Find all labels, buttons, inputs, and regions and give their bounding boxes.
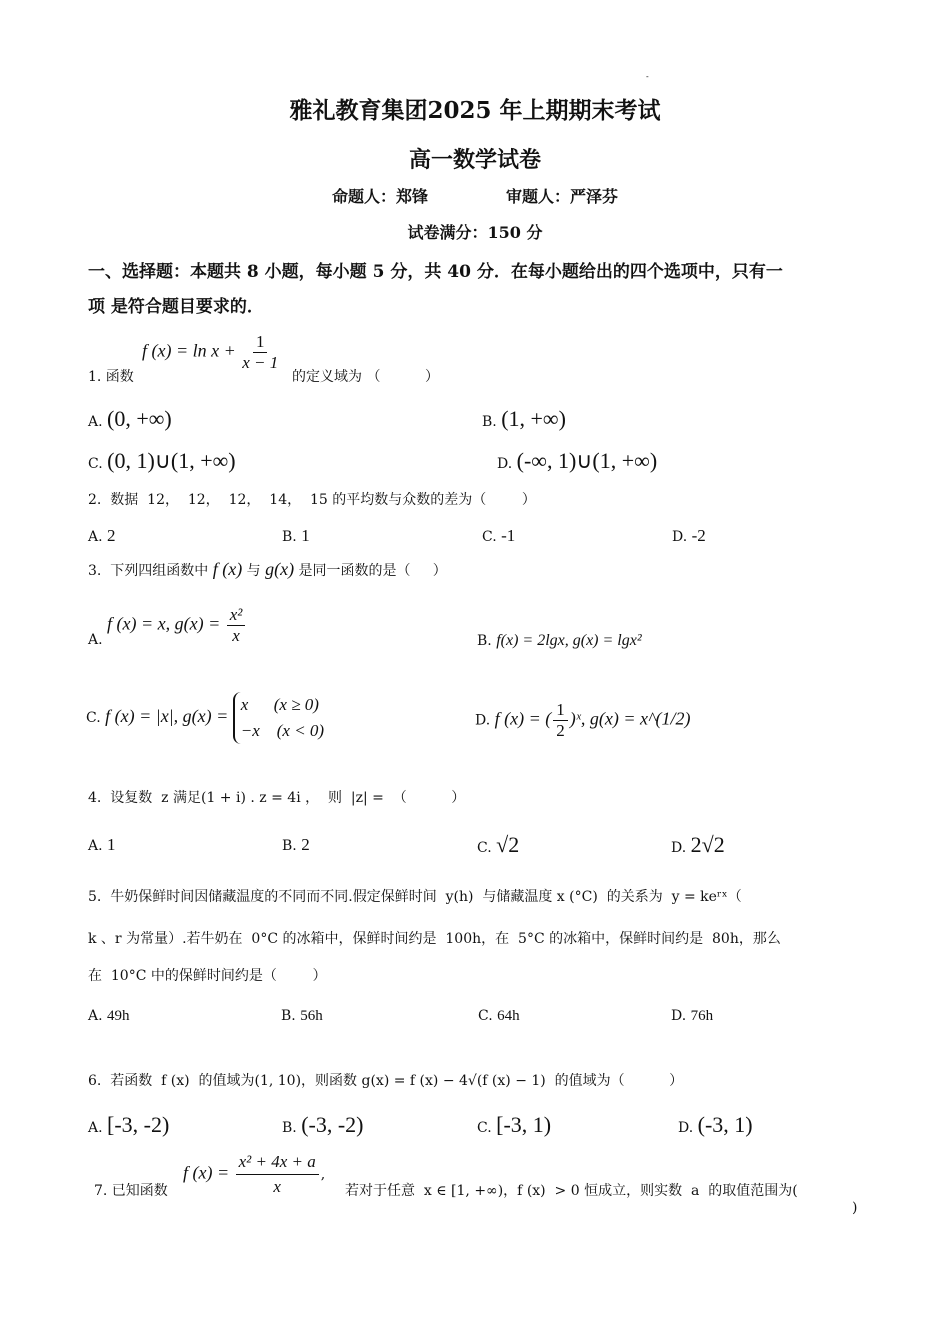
q3-text	[88, 559, 447, 580]
option-value: (0, 1)∪(1, +∞)	[107, 448, 236, 473]
option-value: 2	[107, 526, 116, 545]
q2-text: 2. 数据 12， 12， 12， 14， 15 的平均数与众数的差为（ ）	[88, 492, 536, 508]
option-value: √2	[496, 832, 520, 857]
option-label: C.	[477, 840, 492, 856]
piecewise-cases	[233, 692, 324, 744]
option-label: B.	[281, 1008, 296, 1024]
option-label: A.	[88, 414, 103, 430]
q3d-fraction	[553, 700, 568, 741]
q6-option-a	[88, 1112, 169, 1138]
frac-num: x² + 4x + a	[236, 1150, 319, 1175]
q3-g: g(x)	[265, 559, 295, 579]
option-label: C.	[86, 710, 101, 726]
q7-tail: 若对于任意 x ∈ [1, +∞)，f (x) > 0 恒成立，则实数 a 的取值范围为(	[345, 1183, 798, 1199]
section-heading-line2: 项 是符合题目要求的．	[88, 297, 264, 317]
q3a-fraction	[227, 605, 246, 646]
q1-option-a	[88, 406, 172, 432]
option-label: D.	[671, 840, 687, 856]
option-value: 1	[301, 526, 310, 545]
q7-formula-left: f (x) =	[183, 1162, 230, 1183]
option-value: (1, +∞)	[501, 406, 566, 431]
q6-text: 6. 若函数 f (x) 的值域为(1, 10)，则函数 g(x) = f (x) − 4√(f (x) − 1) 的值域为（ ）	[88, 1073, 684, 1089]
q5-option-c	[478, 1008, 520, 1025]
q3-option-a	[88, 605, 247, 646]
q7-close-paren: )	[852, 1200, 858, 1216]
option-label: B.	[482, 414, 497, 430]
q4-option-b	[282, 835, 310, 855]
option-label: C.	[477, 1120, 492, 1136]
option-label: D.	[497, 456, 513, 472]
option-label: A.	[88, 1120, 103, 1136]
q1-option-c	[88, 448, 236, 474]
q6-option-c	[477, 1112, 551, 1138]
section-heading-line1: 一、选择题：本题共 8 小题，每小题 5 分，共 40 分．在每小题给出的四个选项中，只有一	[88, 262, 783, 282]
option-value: (0, +∞)	[107, 406, 172, 431]
q2-option-b	[282, 526, 310, 546]
case-1: x (x ≥ 0)	[240, 695, 319, 714]
q5-option-d	[671, 1008, 713, 1025]
q7-fraction	[236, 1150, 319, 1199]
option-value: 56h	[300, 1008, 323, 1024]
q2-option-d	[672, 526, 706, 546]
option-label: C.	[88, 456, 103, 472]
option-label: B.	[282, 838, 297, 854]
q5-option-b	[281, 1008, 323, 1025]
option-value: f(x) = 2lgx, g(x) = lgx²	[496, 632, 642, 649]
option-label: B.	[282, 529, 297, 545]
option-label: C.	[478, 1008, 493, 1024]
q4-text: 4. 设复数 z 满足(1 + i) . z = 4i ， 则 |z| = （ ）	[88, 790, 466, 806]
option-value: (-3, 1)	[697, 1112, 753, 1137]
option-value: [-3, 1)	[496, 1112, 552, 1137]
q2-option-c	[482, 526, 515, 546]
q4-option-a	[88, 835, 116, 855]
option-value: (-∞, 1)∪(1, +∞)	[516, 448, 658, 473]
option-label: A.	[88, 529, 103, 545]
authors: 命题人：郑锋 审题人：严泽芬	[332, 187, 618, 206]
option-label: A.	[88, 838, 103, 854]
q5-line2: k 、r 为常量）.若牛奶在 0°C 的冰箱中，保鲜时间约是 100h，在 5°C 的冰箱中，保鲜时间约是 80h，那么	[88, 931, 781, 947]
q1-frac-num: 1	[253, 332, 268, 353]
option-label: A.	[88, 1008, 103, 1024]
full-score: 试卷满分：150 分	[407, 223, 543, 242]
q4-option-c	[477, 832, 519, 858]
frac-num: x²	[227, 605, 246, 626]
option-value: (-3, -2)	[301, 1112, 364, 1137]
q3-option-c	[86, 692, 324, 744]
option-label: D.	[672, 529, 688, 545]
option-value: 76h	[690, 1008, 714, 1024]
q7-formula	[183, 1150, 325, 1199]
q1-number: 1. 函数	[88, 369, 134, 385]
option-label: D.	[671, 1008, 687, 1024]
stray-mark: -	[646, 72, 649, 81]
q3-text-b: 与	[242, 563, 266, 579]
option-formula: f (x) = x, g(x) =	[107, 613, 221, 634]
frac-den: x	[273, 1177, 281, 1196]
q1-option-b	[482, 406, 566, 432]
frac-den: x	[232, 626, 240, 645]
q1-formula	[142, 332, 280, 373]
q3-f: f (x)	[212, 559, 243, 579]
option-label: B.	[477, 633, 492, 649]
option-value: [-3, -2)	[107, 1112, 170, 1137]
q1-frac-den: x − 1	[242, 353, 279, 372]
option-value: -1	[501, 526, 516, 545]
option-label: C.	[482, 529, 497, 545]
q5-line3: 在 10°C 中的保鲜时间约是（ ）	[88, 968, 327, 984]
option-label: D.	[678, 1120, 694, 1136]
option-formula: f (x) = |x|, g(x) =	[105, 706, 229, 726]
option-label: B.	[282, 1120, 297, 1136]
q3-text-c: 是同一函数的是（ ）	[294, 563, 447, 579]
q3-option-b	[477, 632, 642, 650]
page-title: 雅礼教育集团2025 年上期期末考试	[289, 97, 661, 124]
q7-number: 7. 已知函数	[94, 1183, 168, 1199]
q1-option-d	[497, 448, 657, 474]
option-value: 1	[107, 835, 116, 854]
q3-text-a: 3. 下列四组函数中	[88, 563, 213, 579]
option-value: 64h	[497, 1008, 520, 1024]
q1-tail: 的定义域为 （ ）	[292, 369, 439, 385]
q6-option-d	[678, 1112, 753, 1138]
q2-option-a	[88, 526, 116, 546]
q6-option-b	[282, 1112, 364, 1138]
option-value: 49h	[107, 1008, 130, 1024]
option-value: -2	[691, 526, 706, 545]
q5-option-a	[88, 1008, 130, 1025]
page-subtitle: 高一数学试卷	[408, 147, 541, 173]
option-formula-left: f (x) = (	[494, 708, 552, 729]
case-2: −x (x < 0)	[240, 721, 325, 740]
q1-fraction	[242, 332, 278, 373]
option-formula-right: )ˣ, g(x) = x^(1/2)	[569, 708, 691, 729]
option-value: 2√2	[690, 832, 725, 857]
option-value: 2	[301, 835, 310, 854]
q3-option-d	[475, 700, 691, 741]
option-label: D.	[475, 712, 491, 729]
frac-den: 2	[556, 721, 565, 740]
q4-option-d	[671, 832, 725, 858]
option-label: A.	[88, 631, 103, 648]
q7-comma: ,	[320, 1166, 326, 1183]
frac-num: 1	[553, 700, 568, 721]
q5-line1: 5. 牛奶保鲜时间因储藏温度的不同而不同.假定保鲜时间 y(h) 与储藏温度 x (°C) 的关系为 y = keʳˣ（	[88, 889, 742, 905]
q1-formula-left: f (x) = ln x +	[142, 340, 236, 361]
